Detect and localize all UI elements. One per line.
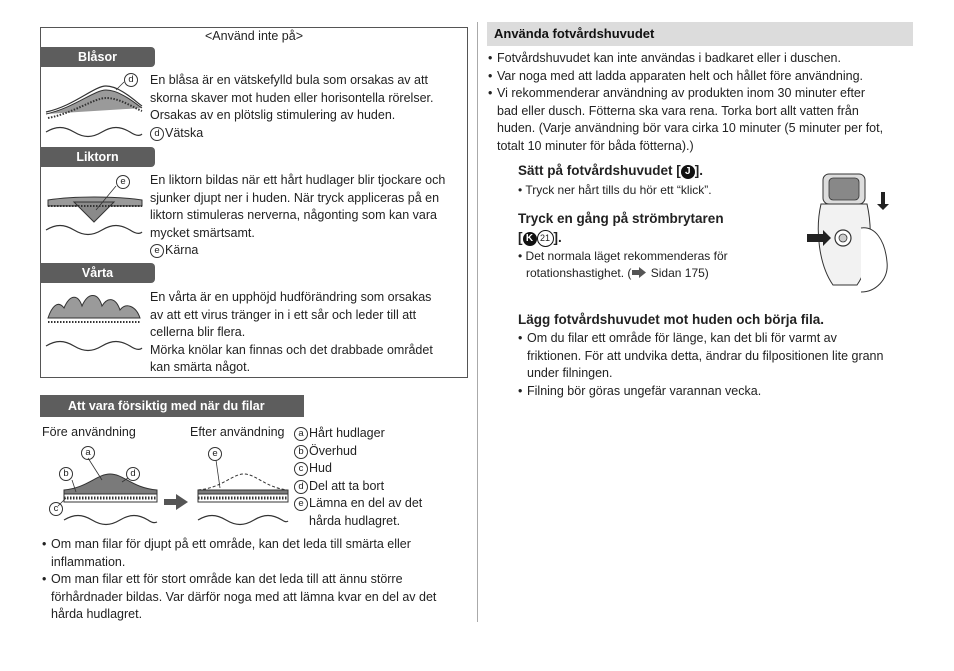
list-item: • Om man filar för djupt på ett område, kan det leda till smärta eller inflammation.	[42, 536, 470, 571]
tag-liktorn: Liktorn	[40, 147, 155, 167]
section-title: Använda fotvårdshuvudet	[487, 22, 913, 46]
marker-e-after: e	[208, 447, 222, 461]
number-21-icon: 21	[537, 230, 554, 247]
key-k-icon: K	[523, 232, 537, 246]
marker-a: a	[81, 446, 95, 460]
marker-d-before: d	[126, 467, 140, 481]
after-label: Efter användning	[190, 425, 285, 439]
marker-c: c	[49, 502, 63, 516]
step1-bullet: • Tryck ner hårt tills du hör ett “klick”.	[518, 183, 712, 197]
key-j-icon: J	[681, 165, 695, 179]
step3-title: Lägg fotvårdshuvudet mot huden och börja fila.	[518, 312, 825, 327]
legend: a Hårt hudlager b Överhud c Hud d Del att ta bort e Lämna en del av det hårda hudlagret.	[294, 425, 474, 530]
do-not-use-note: <Använd inte på>	[205, 29, 303, 43]
wart-illustration	[44, 286, 144, 356]
list-item: • Om du filar ett område för länge, kan det bli för varmt av friktionen. För att undvika detta, ändrar du filpositionen lite grann under filningen.	[518, 330, 918, 383]
list-item: • Vi rekommenderar användning av produkten inom 30 minuter efter bad eller dusch. Fötterna ska vara rena. Torka bort allt vatten från huden. (Varje användning bör vara cirka 10 minuter (5 minuter per fot, totalt 10 minuter för båda fötterna).)	[488, 85, 918, 155]
step2-bullet: • Det normala läget rekommenderas för rotationshastighet. ( Sidan 175)	[518, 249, 728, 280]
tag-blasor: Blåsor	[40, 47, 155, 67]
tag-varta: Vårta	[40, 263, 155, 283]
careful-title: Att vara försiktig med när du filar	[40, 395, 304, 417]
step3-bullets	[518, 330, 918, 400]
left-bullets	[42, 536, 470, 624]
step2-title: Tryck en gång på strömbrytaren [ K 21 ].	[518, 211, 724, 245]
before-label: Före användning	[42, 425, 136, 439]
foot-care-device-illustration	[805, 170, 905, 295]
after-illustration	[192, 440, 292, 530]
list-item: • Fotvårdshuvudet kan inte användas i badkaret eller i duschen.	[488, 50, 918, 68]
right-bullets	[488, 50, 918, 155]
before-illustration	[42, 440, 162, 530]
liktorn-text: En liktorn bildas när ett hårt hudlager blir tjockare och sjunker djupt ner i huden. När tryck appliceras på en liktorn stimuleras nerverna, någonting som kan vara mycket smärtsamt. e Kärna	[150, 173, 446, 257]
arrow-icon	[163, 493, 189, 511]
marker-d: d	[124, 73, 138, 87]
varta-text: En vårta är en upphöjd hudförändring som orsakas av att ett virus tränger in i ett sår och leder till att cellerna blir flera. Mörka knölar kan finnas och det drabbade området kan smärta något.	[150, 290, 433, 374]
page-ref-arrow-icon	[631, 267, 647, 278]
marker-b: b	[59, 467, 73, 481]
list-item: • Om man filar ett för stort område kan det leda till att ännu större förhårdnader bildas. Var därför noga med att lämna kvar en del av det hårda hudlagret.	[42, 571, 470, 624]
step1-title: Sätt på fotvårdshuvudet [ J ].	[518, 163, 704, 178]
list-item: • Var noga med att ladda apparaten helt och hållet före användning.	[488, 68, 918, 86]
list-item: • Filning bör göras ungefär varannan vecka.	[518, 383, 918, 401]
marker-e: e	[116, 175, 130, 189]
blasor-text: En blåsa är en vätskefylld bula som orsakas av att skorna skaver mot huden eller horisontella rörelser. Orsakas av en plötslig stimulering av huden. d Vätska	[150, 73, 434, 140]
column-divider	[477, 22, 478, 622]
